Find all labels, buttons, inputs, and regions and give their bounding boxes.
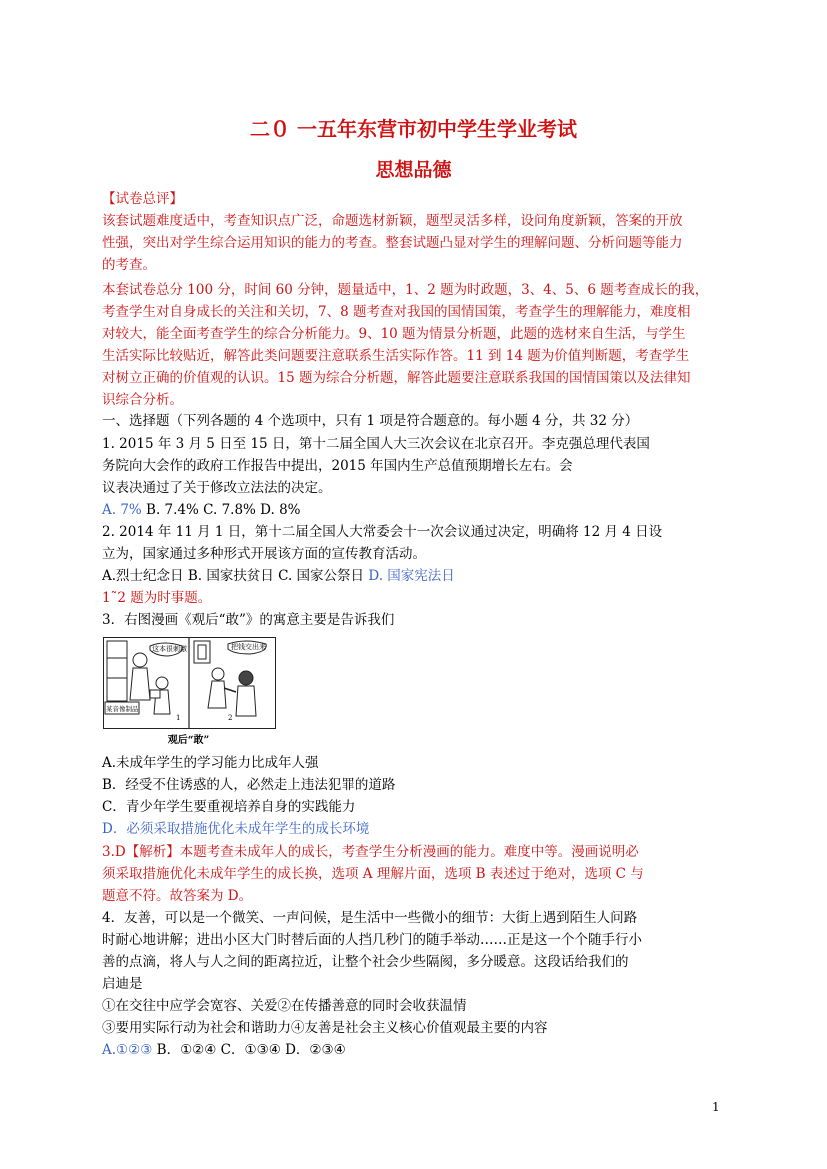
q4-stem: 善的点滴，将人与人之间的距离拉近，让整个社会少些隔阂，多分暖意。这段话给我们的 [102, 954, 629, 970]
q3-option: C．青少年学生要重视培养自身的实践能力 [102, 799, 356, 815]
review-line: 本套试卷总分 100 分，时间 60 分钟，题量适中，1、2 题为时政题，3、4、5、6 题考查成长的我， [102, 282, 709, 298]
q1-stem: 务院向大会作的政府工作报告中提出，2015 年国内生产总值预期增长左右。会 [102, 458, 573, 474]
q4-stem: 时耐心地讲解；进出小区大门时替后面的人挡几秒门的随手举动……正是这一个个随手行小 [102, 932, 642, 948]
comic-bubble-1: 这本很刺激 [152, 645, 187, 653]
review-line: 性强，突出对学生综合运用知识的能力的考查。整套试题凸显对学生的理解问题、分析问题等能力 [102, 235, 683, 251]
q1-stem: 议表决通过了关于修改立法法的决定。 [102, 480, 332, 496]
review-line: 对树立正确的价值观的认识。15 题为综合分析题，解答此题要注意联系我国的国情国策以及法律知 [102, 370, 691, 386]
q2-stem: 2. 2014 年 11 月 1 日，第十二届全国人大常委会十一次会议通过决定，明确将 12 月 4 日设 [102, 524, 663, 540]
comic-image [103, 637, 276, 729]
q1-options [102, 500, 301, 520]
q2-other-options: A.烈士纪念日 B. 国家扶贫日 C. 国家公祭日 [102, 568, 369, 584]
q3-stem: 3．右图漫画《观后“敢”》的寓意主要是告诉我们 [102, 612, 395, 628]
q3-analysis: 题意不符。故答案为 D。 [102, 888, 253, 904]
q4-other-options: B．①②④ C．①③④ D．②③④ [152, 1042, 346, 1058]
q2-answer: D. 国家宪法日 [368, 568, 455, 584]
q3-analysis: 3.D【解析】本题考查未成年人的成长，考查学生分析漫画的能力。难度中等。漫画说明必 [102, 844, 639, 860]
review-heading: 【试卷总评】 [102, 191, 183, 207]
comic-bubble-2: 把钱交出来 [231, 643, 266, 651]
q4-stem: 启迪是 [102, 976, 143, 992]
q4-statement: ①在交往中应学会宽容、关爱②在传播善意的同时会收获温情 [102, 998, 467, 1014]
comic-caption: 观后“敢” [167, 735, 210, 746]
q3-option: A.未成年学生的学习能力比成年人强 [102, 755, 319, 771]
q2-note: 1˜2 题为时事题。 [102, 590, 212, 606]
review-line: 的考查。 [102, 257, 156, 273]
q2-options [102, 566, 455, 586]
q4-stem: 4．友善，可以是一个微笑、一声问候，是生活中一些微小的细节：大街上遇到陌生人问路 [102, 910, 638, 926]
q1-other-options: B. 7.4% C. 7.8% D. 8% [141, 502, 301, 518]
q1-answer: A. 7% [102, 502, 142, 518]
q1-stem: 1. 2015 年 3 月 5 日至 15 日，第十二届全国人大三次会议在北京召开。李克强总理代表国 [102, 436, 650, 452]
review-line: 对较大，能全面考查学生的综合分析能力。9、10 题为情景分析题，此题的选材来自生活，与学生 [102, 326, 686, 342]
section-heading: 一、选择题（下列各题的 4 个选项中，只有 1 项是符合题意的。每小题 4 分，共 32 分） [102, 413, 639, 429]
review-line: 该套试题难度适中，考查知识点广泛，命题选材新颖，题型灵活多样，设问角度新颖，答案的开放 [102, 213, 683, 229]
comic-panel-number-2: 2 [228, 714, 233, 722]
comic-sign: 某音像制品 [106, 705, 139, 713]
q4-options [102, 1040, 346, 1060]
review-line: 生活实际比较贴近，解答此类问题要注意联系生活实际作答。11 到 14 题为价值判断题，考查学生 [102, 348, 690, 364]
exam-title: 二０ 一五年东营市初中学生学业考试 [250, 117, 577, 141]
q2-stem: 立为，国家通过多种形式开展该方面的宣传教育活动。 [102, 546, 426, 562]
review-line: 识综合分析。 [102, 392, 183, 408]
q3-analysis: 须采取措施优化未成年学生的成长换，选项 A 理解片面，选项 B 表述过于绝对，选项 C 与 [102, 866, 644, 882]
q3-option: B．经受不住诱惑的人，必然走上违法犯罪的道路 [102, 777, 396, 793]
subject-title: 思想品德 [375, 159, 452, 181]
review-line: 考查学生对自身成长的关注和关切，7、8 题考查对我国的国情国策，考查学生的理解能力，难度相 [102, 304, 691, 320]
q4-statement: ③要用实际行动为社会和谐助力④友善是社会主义核心价值观最主要的内容 [102, 1020, 548, 1036]
comic-panel-number-1: 1 [176, 714, 181, 722]
q3-answer: D．必须采取措施优化未成年学生的成长环境 [102, 821, 370, 837]
q4-answer: A.①②③ [102, 1042, 153, 1058]
page-number: 1 [712, 1100, 720, 1114]
